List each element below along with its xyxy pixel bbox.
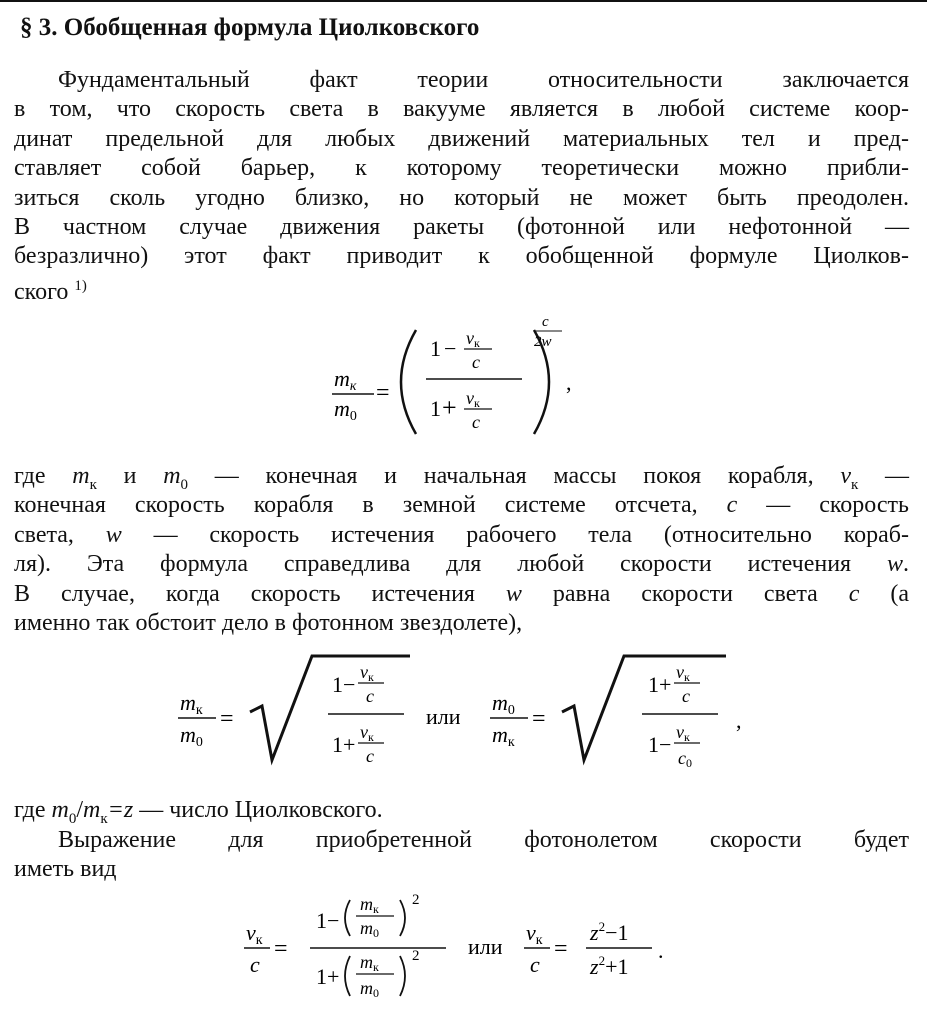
text-line: Выражение для приобретенной фотонолетом скорости будет — [58, 827, 909, 853]
svg-text:vк: vк — [360, 662, 374, 684]
lhs-denominator: m0 — [334, 396, 357, 424]
svg-text:=: = — [220, 706, 234, 732]
svg-text:vк: vк — [246, 920, 263, 948]
lhs-numerator: mк — [334, 366, 357, 394]
exponent-denominator: 2w — [534, 334, 552, 350]
paragraph-velocity — [14, 826, 909, 885]
svg-text:1+: 1+ — [648, 672, 672, 697]
period: . — [658, 938, 664, 963]
formula-photon-ship — [170, 648, 770, 778]
svg-text:c: c — [530, 952, 540, 977]
svg-text:=: = — [554, 936, 568, 962]
svg-text:mк: mк — [360, 952, 379, 974]
text-line: именно так обстоит дело в фотонном звездолете), — [14, 609, 523, 636]
svg-text:=: = — [274, 936, 288, 962]
equals-sign: = — [376, 380, 390, 406]
paragraph-definitions — [14, 462, 909, 638]
formula-velocity — [236, 884, 696, 1014]
footnote-mark: 1) — [74, 277, 87, 294]
svg-text:m0: m0 — [360, 978, 379, 1000]
svg-text:=: = — [532, 706, 546, 732]
text-line: света, w — скорость истечения рабочего тела (относительно кораб- — [14, 521, 909, 548]
text-line: ля). Эта формула справедлива для любой скорости истечения w. — [14, 551, 909, 578]
text-line: Фундаментальный факт теории относительности заключается — [58, 67, 909, 93]
paragraph-intro — [14, 66, 909, 305]
text-line — [14, 272, 909, 305]
radical-sign — [250, 656, 410, 760]
or-word: или — [468, 934, 503, 959]
svg-text:1−: 1− — [316, 908, 340, 933]
svg-text:c: c — [366, 686, 374, 706]
svg-text:m0: m0 — [492, 690, 515, 718]
text-line: зиться сколь угодно близко, но который не может быть преодолен. — [14, 184, 909, 211]
svg-text:m0: m0 — [360, 918, 379, 940]
text-line: иметь вид — [14, 856, 117, 883]
text-line: в том, что скорость света в вакууме является в любой системе коор- — [14, 96, 909, 123]
svg-text:c: c — [366, 746, 374, 766]
svg-text:c: c — [682, 686, 690, 706]
comma: , — [566, 370, 572, 395]
svg-text:mк: mк — [492, 722, 515, 750]
text-fragment: ского — [14, 278, 69, 305]
svg-text:vк: vк — [360, 722, 374, 744]
one: 1 — [430, 396, 441, 421]
text-line: конечная скорость корабля в земной системе отсчета, c — скорость — [14, 492, 909, 519]
or-word: или — [426, 704, 461, 729]
text-line: где $m_к$ и $m_0$ — конечная и начальная массы покоя корабля, $v_к$ — — [14, 463, 909, 493]
v-k: vк — [466, 328, 480, 350]
svg-text:1−: 1− — [648, 732, 672, 757]
svg-text:2: 2 — [412, 892, 420, 908]
exponent-numerator: c — [542, 314, 549, 330]
tsiolkovsky-number-line — [14, 796, 909, 825]
svg-text:c0: c0 — [678, 748, 692, 770]
radical-sign — [562, 656, 726, 760]
svg-text:vк: vк — [676, 662, 690, 684]
text-line: где $m_0/m_к=z$ — число Циолковского. — [14, 797, 383, 827]
one: 1 — [430, 336, 441, 361]
plus-sign: + — [442, 393, 457, 422]
svg-text:vк: vк — [526, 920, 543, 948]
svg-text:vк: vк — [676, 722, 690, 744]
text-line: ставляет собой барьер, к которому теоретически можно прибли- — [14, 155, 909, 182]
svg-text:mк: mк — [180, 690, 203, 718]
svg-text:z2+1: $z^2+1$ — [590, 953, 629, 979]
svg-text:m0: m0 — [180, 722, 203, 750]
svg-text:1−: 1− — [332, 672, 356, 697]
comma: , — [736, 708, 742, 733]
svg-text:mк: mк — [360, 894, 379, 916]
svg-text:1+: 1+ — [332, 732, 356, 757]
c: c — [472, 412, 480, 432]
section-heading: § 3. Обобщенная формула Циолковского — [20, 14, 480, 41]
top-rule — [0, 0, 927, 2]
text-line: безразлично) этот факт приводит к обобщенной формуле Циолков- — [14, 243, 909, 270]
svg-text:2: 2 — [412, 948, 420, 964]
svg-text:z2−1: $z^2-1$ — [590, 919, 629, 945]
text-line: динат предельной для любых движений материальных тел и пред- — [14, 125, 909, 152]
text-line: В случае, когда скорость истечения w равна скорости света c (а — [14, 580, 909, 607]
minus-sign: − — [444, 336, 457, 361]
v-k: vк — [466, 388, 480, 410]
svg-text:c: c — [250, 952, 260, 977]
svg-text:1+: 1+ — [316, 964, 340, 989]
c: c — [472, 352, 480, 372]
left-paren — [401, 330, 416, 434]
text-line: В частном случае движения ракеты (фотонной или нефотонной — — [14, 213, 909, 240]
formula-tsiolkovsky-general — [320, 312, 610, 442]
